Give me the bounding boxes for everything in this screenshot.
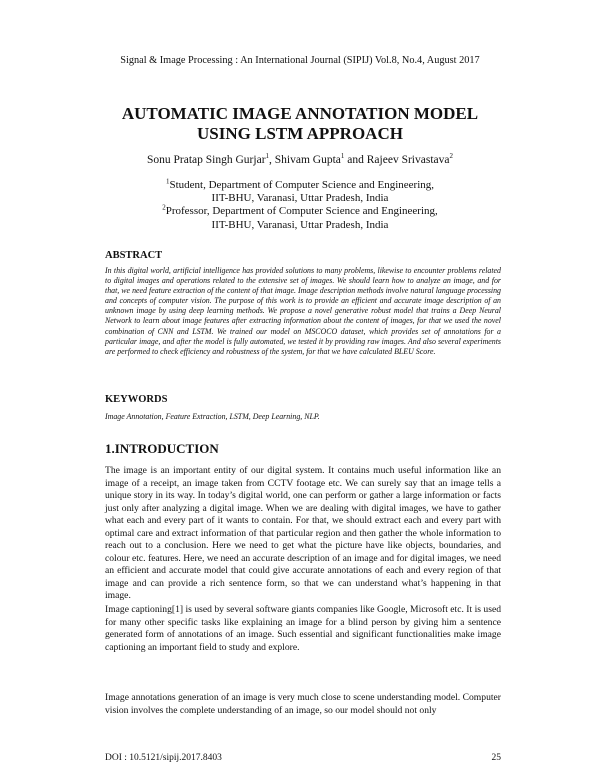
abstract-text: In this digital world, artificial intelligence has provided solutions to many problems, likewise to encounter problems related to digital images and operations related to the extensive set of images. We should learn how to analyze an image, and for that, we need feature extraction of the content of that image. Image description methods involve natural language processing and concepts of computer vision. The purpose of this work is to provide an efficient and accurate image description of an unknown image by using deep learning methods. We propose a novel generative robust model that trains a Deep Neural Network to learn about image features after extracting information about the content of images, for that we used the novel combination of CNN and LSTM. We trained our model on MSCOCO dataset, which provides set of annotations for a particular image, and after the model is fully automated, we tested it by providing raw images. And also several experiments are performed to check efficiency and robustness of the system, for that we have calculated BLEU Score. — [105, 266, 501, 356]
affiliations — [0, 179, 600, 232]
author-2: Shivam Gupta — [274, 154, 341, 166]
author-2-affil-mark: 1 — [340, 152, 345, 161]
keywords-text: Image Annotation, Feature Extraction, LSTM, Deep Learning, NLP. — [105, 412, 320, 421]
affiliation-1 — [0, 179, 600, 192]
affiliation-1-line-1: Student, Department of Computer Science and Engineering, — [169, 179, 435, 191]
author-1: Sonu Pratap Singh Gurjar — [147, 154, 266, 166]
intro-paragraph-3: Image annotations generation of an image is very much close to scene understanding model. Computer vision involves the complete understanding of an image, so our model should not only — [105, 692, 501, 716]
intro-paragraph-1: The image is an important entity of our digital system. It contains much useful information like an image of a receipt, an image taken from CCTV footage etc. We can surely say that an image tells a unique story in its way. In today’s digital world, one can perform or gather a large information or facts just only after analyzing a digital image. When we are dealing with digital images, we have to gather what each and every part of it wants to contain. For that, we should extract each and every part with optimal care and extract information of that particular region and then gather the whole information to reach out to a conclusion. Here we need to get what the picture have like objects, boundaries, and colour etc. features. Here, we need an accurate description of an image and for digital images, we need an efficient and accurate model that could give accurate annotations of each and every region of that image and can provide a rich sentence form, so that we can understand what’s happening in that image. — [105, 465, 501, 601]
author-separator: , — [269, 154, 275, 166]
author-3: Rajeev Srivastava — [366, 154, 450, 166]
title-line-2: USING LSTM APPROACH — [197, 124, 403, 143]
affiliation-1-line-2: IIT-BHU, Varanasi, Uttar Pradesh, India — [211, 192, 389, 205]
journal-header: Signal & Image Processing : An International Journal (SIPIJ) Vol.8, No.4, August 2017 — [120, 55, 480, 66]
page-number: 25 — [491, 753, 501, 763]
affiliation-2-line-2: IIT-BHU, Varanasi, Uttar Pradesh, India — [211, 218, 389, 231]
affiliation-2-mark: 2 — [162, 203, 166, 212]
author-3-affil-mark: 2 — [449, 152, 453, 161]
affiliation-1-mark: 1 — [165, 177, 170, 186]
intro-paragraph-2: Image captioning[1] is used by several software giants companies like Google, Microsoft etc. It is used for many other specific tasks like explaining an image for a blind person by giving him a sentence generated form of annotations of an image. Such essential and significant functionalities make image captioning an important field to study and explore. — [105, 604, 501, 653]
introduction-heading: 1.INTRODUCTION — [105, 441, 219, 456]
doi-text: DOI : 10.5121/sipij.2017.8403 — [105, 753, 222, 763]
author-1-affil-mark: 1 — [265, 152, 270, 161]
affiliation-2-line-1: Professor, Department of Computer Science and Engineering, — [165, 205, 438, 218]
author-list — [0, 154, 600, 166]
title-line-1: AUTOMATIC IMAGE ANNOTATION MODEL — [121, 104, 479, 123]
abstract-heading: ABSTRACT — [105, 250, 163, 261]
affiliation-2 — [0, 205, 600, 218]
paper-title — [0, 104, 600, 144]
page-footer — [105, 753, 501, 763]
keywords-heading: KEYWORDS — [105, 394, 168, 405]
author-separator: and — [344, 154, 367, 166]
